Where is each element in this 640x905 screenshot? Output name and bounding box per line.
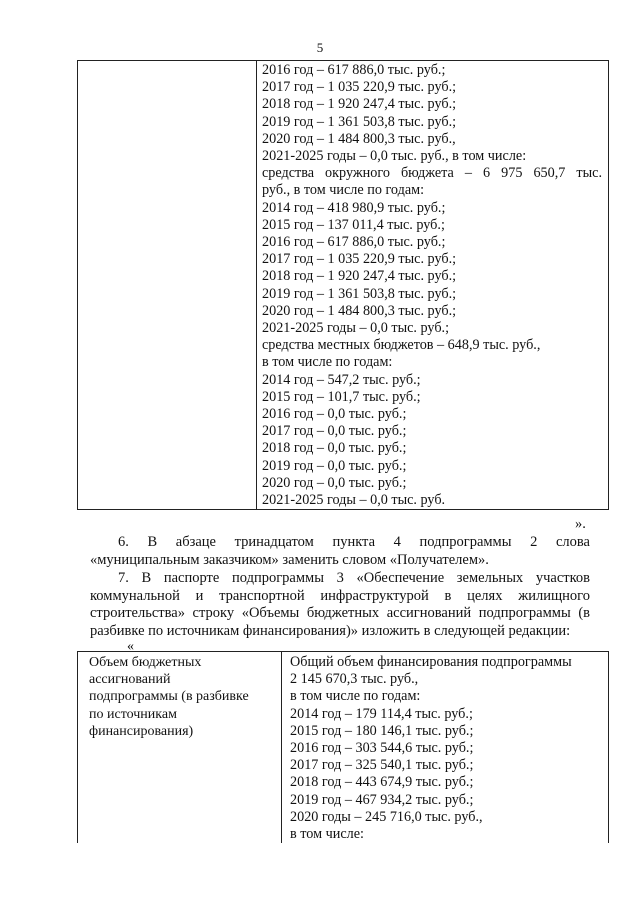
funding-line: средства окружного бюджета – 6 975 650,7 тыс.: [262, 165, 602, 182]
funding-line: 2017 год – 1 035 220,9 тыс. руб.;: [262, 79, 457, 96]
table-label-cell: [78, 652, 282, 844]
funding-lines: [262, 62, 602, 509]
funding-line: 2014 год – 179 114,4 тыс. руб.;: [290, 705, 473, 722]
paragraph-line: «муниципальным заказчиком» заменить словом «Получателем».: [90, 551, 489, 568]
closing-quote: ».: [575, 516, 586, 532]
funding-line: 2021-2025 годы – 0,0 тыс. руб.;: [262, 320, 450, 337]
funding-line: 2019 год – 467 934,2 тыс. руб.;: [290, 791, 474, 808]
funding-lines: [290, 654, 602, 843]
funding-line: 2021-2025 годы – 0,0 тыс. руб., в том числе:: [262, 148, 527, 165]
funding-line: 2 145 670,3 тыс. руб.,: [290, 671, 419, 688]
page-number: 5: [316, 40, 324, 55]
funding-line: 2019 год – 1 361 503,8 тыс. руб.;: [262, 285, 457, 302]
funding-line: 2018 год – 443 674,9 тыс. руб.;: [290, 774, 474, 791]
label-line: ассигнований: [89, 672, 171, 688]
opening-quote: «: [127, 639, 134, 654]
funding-line: 2020 годы – 245 716,0 тыс. руб.,: [290, 808, 483, 825]
paragraph-6: [90, 534, 590, 569]
funding-line: 2015 год – 180 146,1 тыс. руб.;: [290, 722, 474, 739]
funding-line: 2020 год – 1 484 800,3 тыс. руб.,: [262, 130, 456, 147]
label-line: по источникам: [89, 706, 177, 722]
funding-table-continuation: [77, 60, 609, 510]
subprogram-3-funding-table: [77, 651, 609, 843]
table-label-cell: [78, 61, 257, 510]
funding-line: 2015 год – 101,7 тыс. руб.;: [262, 388, 421, 405]
paragraph-7: [90, 570, 590, 640]
table-value-cell: [257, 61, 609, 510]
funding-line: 2018 год – 1 920 247,4 тыс. руб.;: [262, 96, 457, 113]
label-line: Объем бюджетных: [89, 655, 202, 670]
funding-line: 2014 год – 547,2 тыс. руб.;: [262, 371, 421, 388]
paragraph-line: 6. В абзаце тринадцатом пункта 4 подпрограммы 2 слова: [118, 534, 590, 550]
funding-line: 2016 год – 0,0 тыс. руб.;: [262, 406, 407, 423]
paragraph-line: коммунальной и транспортной инфраструктурой в целях жилищного: [90, 587, 590, 604]
funding-line: 2019 год – 1 361 503,8 тыс. руб.;: [262, 113, 457, 130]
paragraph-line: разбивке по источникам финансирования)» изложить в следующей редакции:: [90, 622, 571, 639]
label-line: подпрограммы (в разбивке: [89, 689, 249, 705]
funding-line: 2016 год – 617 886,0 тыс. руб.;: [262, 234, 446, 251]
funding-line: 2017 год – 325 540,1 тыс. руб.;: [290, 757, 474, 774]
funding-line: 2017 год – 1 035 220,9 тыс. руб.;: [262, 251, 457, 268]
funding-line: в том числе по годам:: [290, 688, 421, 705]
funding-line: Общий объем финансирования подпрограммы: [290, 654, 572, 670]
paragraph-line: строительства» строку «Объемы бюджетных ассигнований подпрограммы (в: [90, 605, 590, 622]
funding-line: в том числе:: [290, 826, 364, 843]
label-line: финансирования): [89, 723, 194, 739]
funding-line: руб., в том числе по годам:: [262, 182, 425, 199]
funding-line: в том числе по годам:: [262, 354, 393, 371]
table-value-cell: [282, 652, 609, 844]
funding-line: 2017 год – 0,0 тыс. руб.;: [262, 423, 407, 440]
funding-line: 2018 год – 0,0 тыс. руб.;: [262, 440, 407, 457]
funding-line: средства местных бюджетов – 648,9 тыс. руб.,: [262, 337, 541, 354]
funding-line: 2015 год – 137 011,4 тыс. руб.;: [262, 216, 445, 233]
funding-line: 2016 год – 617 886,0 тыс. руб.;: [262, 62, 446, 78]
funding-line: 2021-2025 годы – 0,0 тыс. руб.: [262, 492, 446, 509]
funding-line: 2016 год – 303 544,6 тыс. руб.;: [290, 740, 474, 757]
funding-line: 2019 год – 0,0 тыс. руб.;: [262, 457, 407, 474]
funding-line: 2018 год – 1 920 247,4 тыс. руб.;: [262, 268, 457, 285]
funding-line: 2020 год – 1 484 800,3 тыс. руб.;: [262, 302, 457, 319]
paragraph-line: 7. В паспорте подпрограммы 3 «Обеспечение земельных участков: [118, 570, 590, 586]
funding-line: 2020 год – 0,0 тыс. руб.;: [262, 474, 407, 491]
funding-line: 2014 год – 418 980,9 тыс. руб.;: [262, 199, 446, 216]
